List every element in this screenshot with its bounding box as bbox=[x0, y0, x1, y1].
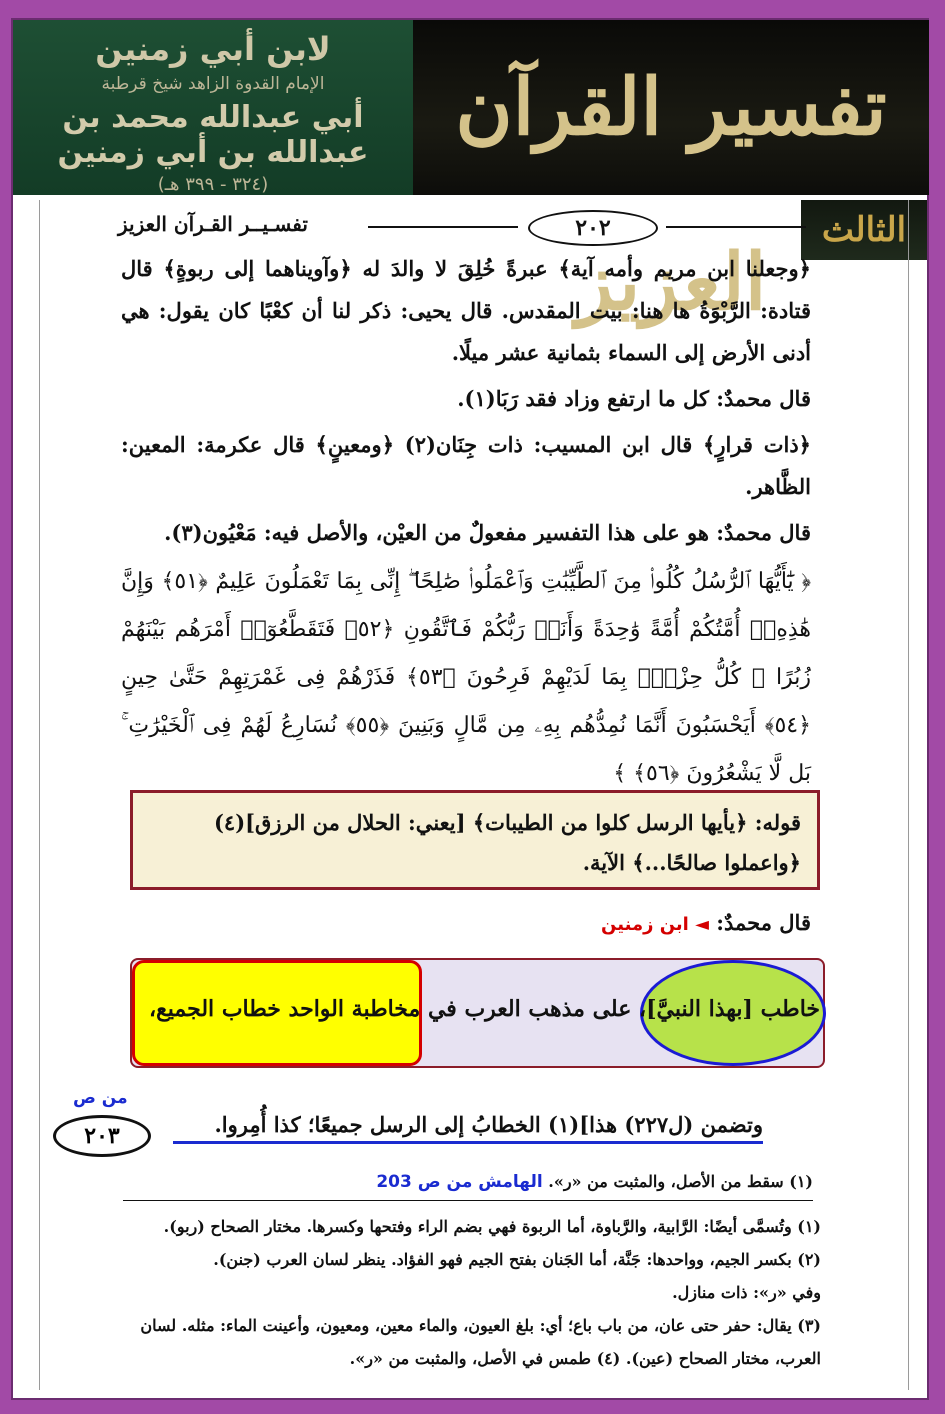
page-number: ٢٠٢ bbox=[528, 210, 658, 246]
commentary-line bbox=[121, 910, 811, 935]
highlight-box-address bbox=[130, 958, 825, 1068]
running-head-rule-left bbox=[368, 226, 518, 228]
footnote-header bbox=[123, 1172, 813, 1192]
author-line-2: الإمام القدوة الزاهد شيخ قرطبة bbox=[101, 74, 325, 94]
paragraph: قال محمدٌ: كل ما ارتفع وزاد فقد رَبَا(١). bbox=[457, 386, 811, 411]
footnotes bbox=[101, 1210, 821, 1375]
paragraph: قال محمدٌ: هو على هذا التفسير مفعولٌ من العيْن، والأصل فيه: مَعْيُون(٣). bbox=[164, 520, 811, 545]
footnote: وفي «ر»: ذات منازل. bbox=[672, 1283, 821, 1302]
address-text: خاطب [بهذا النبيَّ]، على مذهب العرب في مخاطبة الواحد خطاب الجميع، bbox=[148, 996, 820, 1022]
author-panel bbox=[13, 20, 413, 195]
paragraph: ﴿وجعلنا ابن مريم وأمه آية﴾ عبرةً خُلِقَ لا والدَ له ﴿وآويناهما إلى ربوةٍ﴾ قال قتادة: الرَّبْوَةُ ها هنا: بيت المقدس. قال يحيى: ذكر لنا أن كعْبًا كان يقول: هي أدنى الأرض إلى السماء بثمانية عشر ميلًا. bbox=[121, 256, 811, 365]
author-line-3: أبي عبدالله محمد بن عبدالله بن أبي زمنين bbox=[57, 100, 369, 170]
footnote: (٢) بكسر الجيم، وواحدها: جَنَّة، أما الجَنان بفتح الجيم فهو الفؤاد. ينظر لسان العرب (جنن). bbox=[213, 1250, 821, 1269]
footnote: (٣) يقال: حفر حتى عان، من باب باع؛ أي: بلغ العيون، والماء معين، ومعيون، وأعينت الماء: مثله. لسان العرب، مختار الصحاح (عين). (٤) طمس في الأصل، والمثبت من «ر». bbox=[140, 1316, 821, 1368]
footnote-rule bbox=[123, 1200, 813, 1201]
author-dates: (٣٢٤ - ٣٩٩ هـ) bbox=[157, 174, 269, 195]
running-head-rule-right bbox=[666, 226, 806, 228]
paragraph: ﴿ذات قرارٍ﴾ قال ابن المسيب: ذات جِنَان(٢) ﴿ومعينٍ﴾ قال عكرمة: المعين: الظَّاهر. bbox=[121, 432, 811, 499]
footnote-header-text: (١) سقط من الأصل، والمثبت من «ر». bbox=[548, 1172, 813, 1191]
annotation-red: ◄ ابن زمنين bbox=[601, 914, 709, 935]
page-ref-note: من ص bbox=[73, 1088, 128, 1108]
footnote-header-blue: الهامش من ص 203 bbox=[376, 1172, 543, 1192]
quran-verses: ﴿ يَٰٓأَيُّهَا ٱلرُّسُلُ كُلُوا۟ مِنَ ٱلطَّيِّبَٰتِ وَٱعْمَلُوا۟ صَٰلِحًا ۖ إِنِّى بِمَا تَعْمَلُونَ عَلِيمٌ ﴿٥١﴾ وَإِنَّ هَٰذِهِۦٓ أُمَّتُكُمْ أُمَّةً وَٰحِدَةً وَأَنَا۠ رَبُّكُمْ فَٱتَّقُونِ ﴿٥٢﴾ فَتَقَطَّعُوٓا۟ أَمْرَهُم بَيْنَهُمْ زُبُرًا ۖ كُلُّ حِزْبٍۭ بِمَا لَدَيْهِمْ فَرِحُونَ ﴿٥٣﴾ فَذَرْهُمْ فِى غَمْرَتِهِمْ حَتَّىٰ حِينٍ ﴿٥٤﴾ أَيَحْسَبُونَ أَنَّمَا نُمِدُّهُم بِهِۦ مِن مَّالٍ وَبَنِينَ ﴿٥٥﴾ نُسَارِعُ لَهُمْ فِى ٱلْخَيْرَٰتِ ۚ بَل لَّا يَشْعُرُونَ ﴿٥٦﴾ ﴾ bbox=[121, 569, 812, 786]
book-title: تفسير القرآن العزيز bbox=[455, 62, 887, 328]
running-head bbox=[118, 206, 798, 246]
body-text bbox=[121, 248, 811, 802]
page-number-203: ٢٠٣ bbox=[53, 1115, 151, 1157]
running-head-title: تفسـيــر القـرآن العزيز bbox=[118, 212, 308, 236]
volume-tag: الثالث bbox=[801, 200, 927, 260]
continuation-line: وتضمن (ل٢٢٧) هذا](١) الخطابُ إلى الرسل جميعًا؛ كذا أُمِروا. bbox=[173, 1112, 763, 1144]
highlight-box-verse: قوله: ﴿يأيها الرسل كلوا من الطيبات﴾ [يعني: الحلال من الرزق](٤) ﴿واعملوا صالحًا...﴾ الآية. bbox=[130, 790, 820, 890]
commentary-text: قال محمدٌ: bbox=[716, 910, 811, 935]
footnote: (١) وتُسمَّى أيضًا: الرَّابية، والرَّباوة، أما الربوة فهي بضم الراء وفتحها وكسرها. مختار الصحاح (ربو). bbox=[163, 1217, 821, 1236]
page bbox=[11, 18, 929, 1400]
author-line-1: لابن أبي زمنين bbox=[95, 30, 331, 68]
